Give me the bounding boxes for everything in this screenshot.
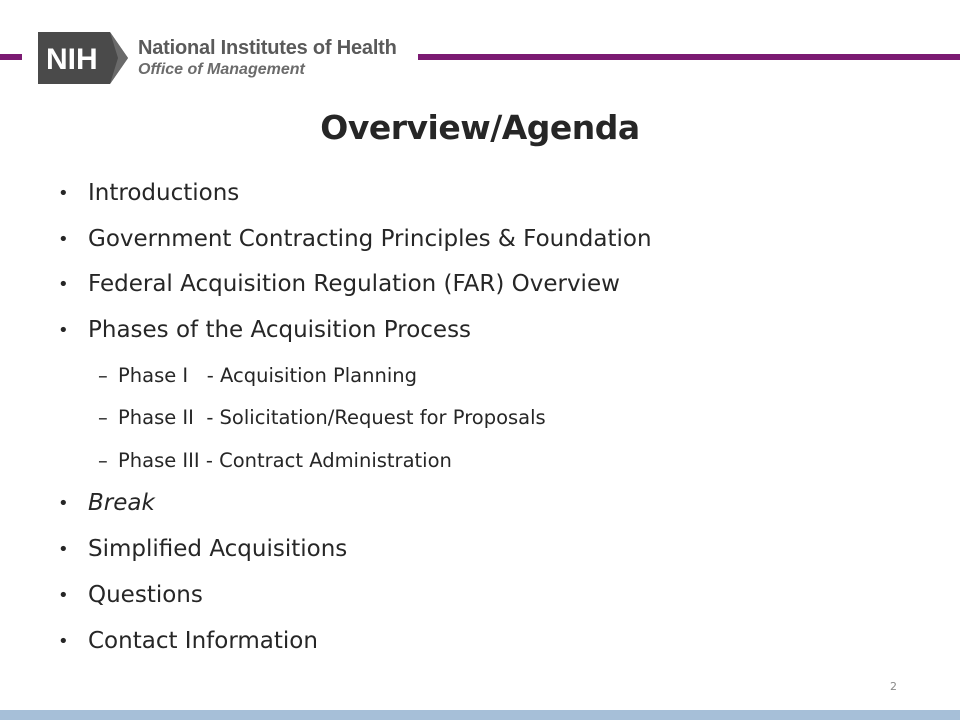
dash-icon: – xyxy=(98,364,108,387)
agenda-item-text: Contact Information xyxy=(88,628,318,654)
logo-text-block xyxy=(138,38,397,78)
nih-logo-mark xyxy=(38,32,128,84)
dash-icon: – xyxy=(98,449,108,472)
nih-logo xyxy=(38,30,397,86)
agenda-subitem-text: Phase I - Acquisition Planning xyxy=(118,364,418,387)
slide-title: Overview/Agenda xyxy=(320,108,640,147)
bullet-icon: • xyxy=(58,631,69,652)
bullet-icon: • xyxy=(58,183,69,204)
header-accent-bar-right xyxy=(418,54,960,60)
logo-subtitle: Office of Management xyxy=(138,61,305,78)
footer-bar xyxy=(0,710,960,720)
bullet-icon: • xyxy=(58,539,69,560)
agenda-item-text: Simplified Acquisitions xyxy=(88,536,348,562)
agenda-item-text: Introductions xyxy=(88,180,240,206)
dash-icon: – xyxy=(98,406,108,429)
agenda-item-text: Phases of the Acquisition Process xyxy=(88,317,472,343)
bullet-icon: • xyxy=(58,274,69,295)
nih-logo-shape-icon xyxy=(38,32,128,84)
bullet-icon: • xyxy=(58,585,69,606)
agenda-item-text: Questions xyxy=(88,582,203,608)
bullet-icon: • xyxy=(58,229,69,250)
bullet-icon: • xyxy=(58,493,69,514)
nih-logo-text: NIH xyxy=(46,43,98,76)
agenda-subitem-text: Phase II - Solicitation/Request for Proposals xyxy=(118,406,546,429)
agenda-subitem-text: Phase III - Contract Administration xyxy=(118,449,452,472)
header-accent-bar-left xyxy=(0,54,22,60)
page-number: 2 xyxy=(890,680,897,693)
logo-title: National Institutes of Health xyxy=(138,37,397,59)
agenda-item-text: Government Contracting Principles & Foundation xyxy=(88,226,652,252)
agenda-item-text: Federal Acquisition Regulation (FAR) Overview xyxy=(88,271,620,297)
bullet-icon: • xyxy=(58,320,69,341)
agenda-item-text: Break xyxy=(88,490,155,516)
